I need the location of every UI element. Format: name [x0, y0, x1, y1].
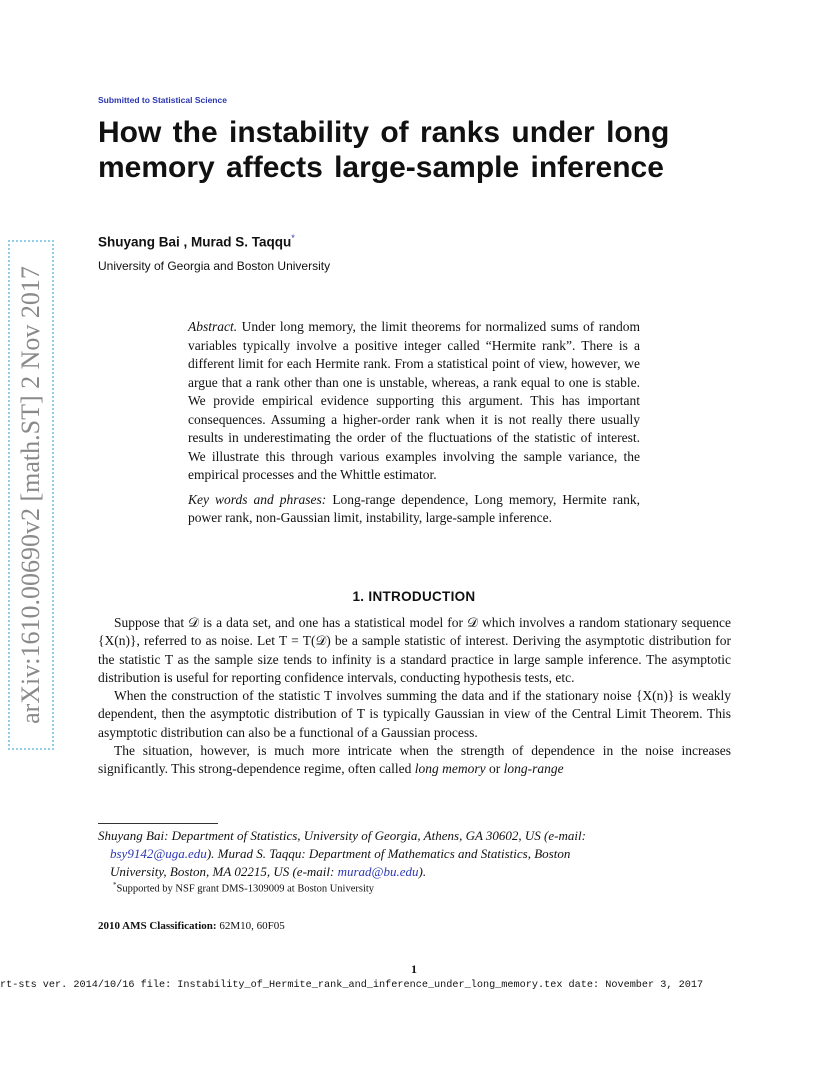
paper-title: How the instability of ranks under long memory affects large-sample inference — [98, 116, 670, 184]
keywords-label: Key words and phrases: — [188, 491, 327, 507]
ams-label: 2010 AMS Classification: — [98, 920, 217, 932]
author-names: Shuyang Bai , Murad S. Taqqu — [98, 234, 292, 250]
emphasized-term: long memory — [414, 761, 486, 777]
abstract-block — [188, 318, 640, 528]
body-paragraph: When the construction of the statistic T involves summing the data and if the stationary noise {X(n)} is weakly dependent, then the asymptotic distribution of T is typically Gaussian in view of the Central Limit Theorem. This asymptotic distribution can also be a functional of a Gaussian process. — [98, 688, 731, 740]
author-list — [98, 233, 295, 250]
paragraph-text: or — [489, 761, 501, 777]
author-footnote-marker[interactable]: * — [291, 233, 295, 243]
section-body — [98, 614, 731, 779]
funding-footnote-marker: * — [113, 881, 117, 889]
emphasized-term: long-range — [503, 761, 564, 777]
keywords-text: Long-range dependence, Long memory, Hermite rank, power rank, non-Gaussian limit, instability, large-sample inference. — [188, 491, 641, 525]
keywords-paragraph — [188, 491, 640, 528]
funding-text: Supported by NSF grant DMS-1309009 at Boston University — [116, 883, 375, 895]
footnote-text: ). Murad S. Taqqu: Department of Mathematics and Statistics, Boston — [206, 846, 571, 861]
email-link-bai[interactable]: bsy9142@uga.edu — [110, 846, 207, 861]
abstract-text: Under long memory, the limit theorems for normalized sums of random variables typically involve a positive integer called “Hermite rank”. There is a different limit for each Hermite rank. From a statistical point of view, however, we argue that a rank other than one is unstable, whereas, a rank equal to one is stable. We provide empirical evidence supporting this argument. This has important consequences. Assuming a higher-order rank when it is not really there usually results in underestimating the order of the fluctuations of the statistic of interest. We illustrate this through various examples involving the sample variance, the empirical processes and the Whittle estimator. — [188, 319, 640, 482]
funding-footnote — [113, 881, 374, 895]
abstract-label: Abstract. — [188, 319, 238, 334]
footnote-text: University, Boston, MA 02215, US (e-mail: — [110, 864, 335, 879]
paragraph-text: The situation, however, is much more intricate when the strength of dependence in the noise increases significantly. This strong-dependence regime, often called — [98, 743, 731, 777]
arxiv-identifier: arXiv:1610.00690v2 [math.ST] 2 Nov 2017 — [16, 266, 45, 724]
footnote-text: ). — [418, 864, 427, 879]
author-affiliation: University of Georgia and Boston University — [98, 259, 331, 273]
footnote-divider — [98, 823, 218, 824]
file-info-line: rt-sts ver. 2014/10/16 file: Instability_of_Hermite_rank_and_inference_under_long_memory.tex date: November 3, 2017 — [0, 980, 704, 991]
ams-classification — [98, 920, 285, 932]
journal-submission-note: Submitted to Statistical Science — [98, 95, 227, 105]
page-number: 1 — [411, 962, 417, 976]
email-link-taqqu[interactable]: murad@bu.edu — [337, 864, 419, 879]
footnote-text: Shuyang Bai: Department of Statistics, University of Georgia, Athens, GA 30602, US (e-mail: — [98, 828, 586, 843]
section-heading: 1. INTRODUCTION — [352, 589, 476, 604]
abstract-paragraph — [188, 318, 640, 485]
arxiv-stamp — [8, 240, 54, 750]
author-addresses-footnote — [98, 827, 718, 881]
body-paragraph: Suppose that 𝒟 is a data set, and one has a statistical model for 𝒟 which involves a random stationary sequence {X(n)}, referred to as noise. Let T = T(𝒟) be a sample statistic of interest. Deriving the asymptotic distribution for the statistic T as the sample size tends to infinity is a standard practice in large sample inference. The asymptotic distribution is useful for reporting confidence intervals, conducting hypothesis tests, etc. — [98, 615, 731, 685]
body-paragraph — [98, 742, 731, 779]
ams-codes: 62M10, 60F05 — [219, 920, 285, 932]
